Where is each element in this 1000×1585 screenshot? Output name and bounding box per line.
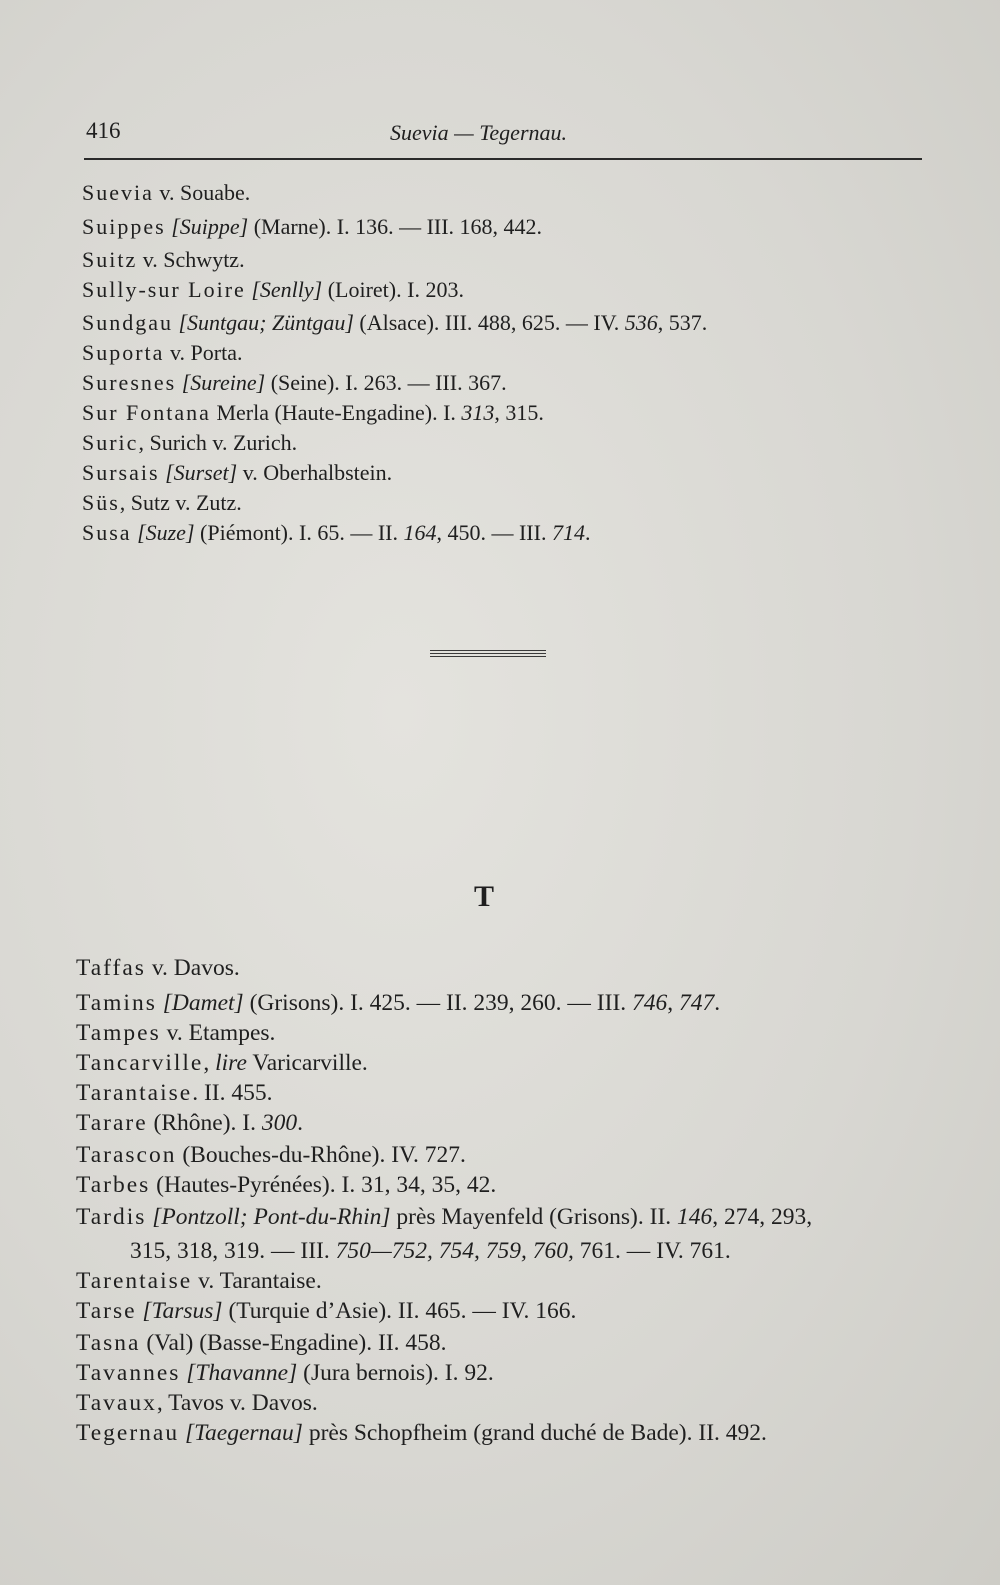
index-entry: Tardis [Pontzoll; Pont-du-Rhin] près Mayenfeld (Grisons). II. 146, 274, 293, bbox=[76, 1204, 813, 1230]
section-letter: T bbox=[474, 880, 495, 913]
index-entry: Tavaux, Tavos v. Davos. bbox=[76, 1390, 318, 1416]
index-entry: Tegernau [Taegernau] près Schopfheim (grand duché de Bade). II. 492. bbox=[76, 1420, 767, 1446]
index-entry: Suresnes [Sureine] (Seine). I. 263. — III. 367. bbox=[82, 370, 507, 395]
tardis-continuation: 315, 318, 319. — III. 750—752, 754, 759, 760, 761. — IV. 761. bbox=[130, 1238, 731, 1264]
index-entry: Tarse [Tarsus] (Turquie d’Asie). II. 465. — IV. 166. bbox=[76, 1298, 577, 1324]
index-entry: Taffas v. Davos. bbox=[76, 955, 240, 981]
running-title: Suevia — Tegernau. bbox=[390, 120, 568, 145]
index-entry: Sully-sur Loire [Senlly] (Loiret). I. 203. bbox=[82, 277, 464, 302]
index-entry: Suippes [Suippe] (Marne). I. 136. — III. 168, 442. bbox=[82, 214, 543, 239]
index-entry: Sundgau [Suntgau; Züntgau] (Alsace). III. 488, 625. — IV. 536, 537. bbox=[82, 310, 708, 335]
index-entry: Sur Fontana Merla (Haute-Engadine). I. 313, 315. bbox=[82, 400, 544, 425]
index-entry: Tarascon (Bouches-du-Rhône). IV. 727. bbox=[76, 1142, 466, 1168]
index-entry: Tarantaise. II. 455. bbox=[76, 1080, 273, 1106]
index-entry: Tampes v. Etampes. bbox=[76, 1020, 276, 1046]
index-entry: Suporta v. Porta. bbox=[82, 340, 243, 365]
index-entry: Suric, Surich v. Zurich. bbox=[82, 430, 298, 455]
index-entry: Tasna (Val) (Basse-Engadine). II. 458. bbox=[76, 1330, 447, 1356]
index-entry: Tarare (Rhône). I. 300. bbox=[76, 1110, 304, 1136]
index-entry: Suevia v. Souabe. bbox=[82, 180, 251, 205]
header-rule bbox=[84, 158, 922, 160]
section-divider bbox=[430, 650, 546, 659]
page-number: 416 bbox=[86, 118, 121, 143]
index-entry: Tamins [Damet] (Grisons). I. 425. — II. 239, 260. — III. 746, 747. bbox=[76, 990, 721, 1016]
index-entry: Susa [Suze] (Piémont). I. 65. — II. 164, 450. — III. 714. bbox=[82, 520, 591, 545]
index-entry: Tarentaise v. Tarantaise. bbox=[76, 1268, 322, 1294]
index-entry: Tancarville, lire Varicarville. bbox=[76, 1050, 368, 1076]
index-entry: Sursais [Surset] v. Oberhalbstein. bbox=[82, 460, 393, 485]
index-entry: Tarbes (Hautes-Pyrénées). I. 31, 34, 35, 42. bbox=[76, 1172, 497, 1198]
index-entry: Süs, Sutz v. Zutz. bbox=[82, 490, 242, 515]
index-entry: Tavannes [Thavanne] (Jura bernois). I. 92. bbox=[76, 1360, 494, 1386]
index-entry: Suitz v. Schwytz. bbox=[82, 247, 245, 272]
